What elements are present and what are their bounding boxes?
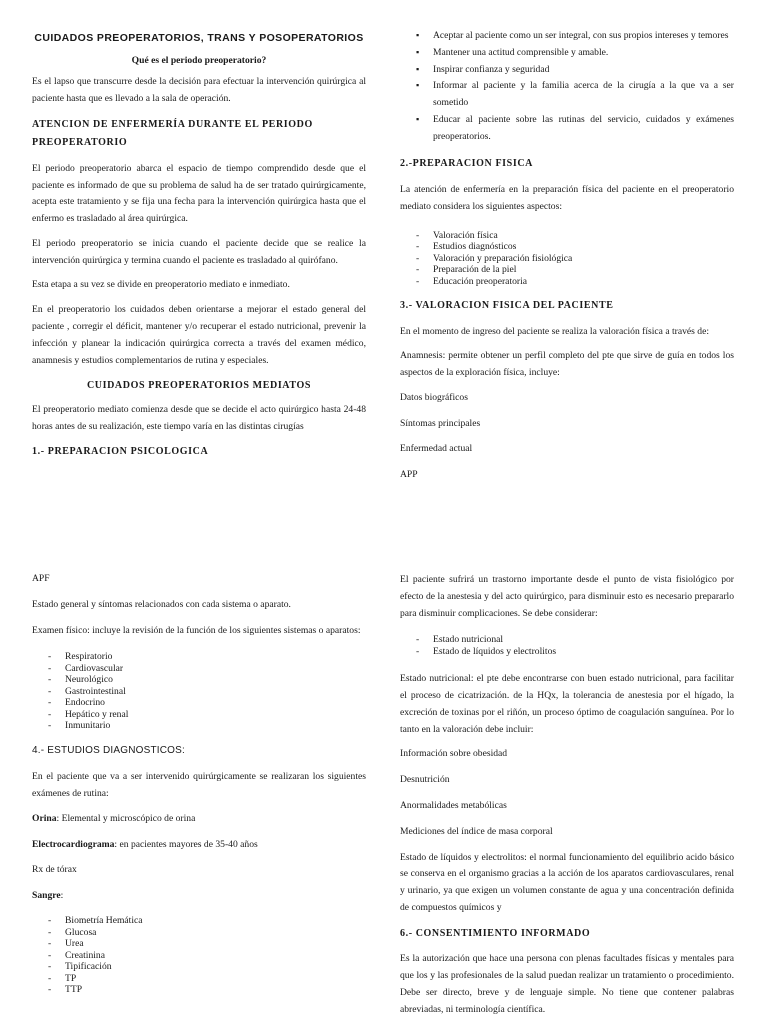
paragraph-anamnesis: Anamnesis: permite obtener un perfil completo del pte que sirve de guía en todos los aspectos de la exploración física, incluye: xyxy=(400,350,734,379)
paragraph-autorizacion: Es la autorización que hace una persona con plenas facultades físicas y mentales para que los y las profesionales de la salud puedan realizar un tratamiento o procedimiento. Debe ser directo, breve y de lenguaje simple. No tiene que contener palabras abreviadas, ni terminología científica. xyxy=(400,953,734,1015)
list-item: - Tipificación xyxy=(32,961,366,973)
list-item: ▪ Educar al paciente sobre las rutinas del servicio, cuidados y exámenes preoperatorios. xyxy=(400,112,734,146)
list-item: - Respiratorio xyxy=(32,651,366,663)
paragraph-fisica: La atención de enfermería en la preparación física del paciente en el preoperatorio mediato considera los siguientes aspectos: xyxy=(400,183,734,212)
orina-label: Orina xyxy=(32,812,57,824)
sistemas-list xyxy=(32,651,366,732)
sangre-label: Sangre xyxy=(32,890,61,902)
heading-consentimiento: 6.- CONSENTIMIENTO INFORMADO xyxy=(400,927,591,939)
heading-atencion: ATENCION DE ENFERMERÍA DURANTE EL PERIODO PREOPERATORIO xyxy=(32,118,313,149)
list-item: - Cardiovascular xyxy=(32,663,366,675)
list-item: ▪ Aceptar al paciente como un ser integral, con sus propios intereses y temores xyxy=(400,28,734,45)
list-item: ▪ Informar al paciente y la familia acerca de la cirugía a la que va a ser sometido xyxy=(400,78,734,112)
list-item: - Gastrointestinal xyxy=(32,686,366,698)
item-electro xyxy=(32,837,366,854)
sangre-list xyxy=(32,915,366,996)
definition-paragraph: Es el lapso que transcurre desde la decisión para efectuar la intervención quirúrgica al paciente hasta que es llevado a la sala de operación. xyxy=(32,76,366,104)
item-sintomas: Síntomas principales xyxy=(400,417,481,429)
heading-estudios: 4.- ESTUDIOS DIAGNOSTICOS: xyxy=(32,744,185,756)
document-title: CUIDADOS PREOPERATORIOS, TRANS Y POSOPERATORIOS xyxy=(34,32,364,44)
heading-mediatos: CUIDADOS PREOPERATORIOS MEDIATOS xyxy=(86,380,312,392)
list-item: - Hepático y renal xyxy=(32,709,366,721)
paragraph-examen: Examen físico: incluye la revisión de la función de los siguientes sistemas o aparatos: xyxy=(32,624,361,636)
paragraph-etapa: Esta etapa a su vez se divide en preoperatorio mediato e inmediato. xyxy=(32,279,290,291)
orina-text: : Elemental y microscópico de orina xyxy=(56,812,196,824)
item-apf: APF xyxy=(32,573,50,584)
list-item: ▪ Mantener una actitud comprensible y amable. xyxy=(400,45,734,62)
item-rx: Rx de tórax xyxy=(32,864,77,876)
item-orina xyxy=(32,811,366,828)
paragraph-trastorno: El paciente sufrirá un trastorno importante desde el punto de vista fisiológico por efecto de la anestesia y del acto quirúrgico, para disminuir esto es necesario prepararlo para disminuir complicaciones. Se debe considerar: xyxy=(400,574,734,619)
list-item: - Biometría Hemática xyxy=(32,915,366,927)
paragraph-estado-general: Estado general y síntomas relacionados con cada sistema o aparato. xyxy=(32,598,291,610)
list-item: - Endocrino xyxy=(32,697,366,709)
item-enfermedad: Enfermedad actual xyxy=(400,443,473,455)
list-item: - TTP xyxy=(32,984,366,996)
heading-psicologica: 1.- PREPARACION PSICOLOGICA xyxy=(32,446,209,458)
psicologica-list xyxy=(400,28,734,145)
list-item: - Urea xyxy=(32,938,366,950)
list-item: - Neurológico xyxy=(32,674,366,686)
list-item: - Educación preoperatoria xyxy=(400,276,734,288)
heading-fisica: 2.-PREPARACION FISICA xyxy=(400,158,533,170)
page1-right-column xyxy=(400,28,734,492)
list-item: - Glucosa xyxy=(32,927,366,939)
list-item: - TP xyxy=(32,973,366,985)
page2-right-column xyxy=(400,572,734,1026)
list-item: - Estado nutricional xyxy=(400,634,734,646)
paragraph-nutricional: Estado nutricional: el pte debe encontrarse con buen estado nutricional, para facilitar el proceso de cicatrización. de la HQx, la tolerancia de anestesia por el hígado, la excreción de toxinas por el riñón, un proceso óptimo de coagulación sanguínea. Por lo tanto en la valoración debe incluir: xyxy=(400,673,734,735)
item-sangre xyxy=(32,888,366,905)
item-obesidad: Información sobre obesidad xyxy=(400,748,508,760)
list-item: - Estado de líquidos y electrolitos xyxy=(400,646,734,658)
electro-text: : en pacientes mayores de 35-40 años xyxy=(114,838,258,850)
paragraph-inicio: El periodo preoperatorio se inicia cuando el paciente decide que se realice la intervención quirúrgica y termina cuando el paciente es trasladado al quirófano. xyxy=(32,237,366,266)
list-item: - Creatinina xyxy=(32,950,366,962)
paragraph-mediato: El preoperatorio mediato comienza desde que se decide el acto quirúrgico hasta 24-48 horas antes de su realización, este tiempo varía en las distintas cirugías xyxy=(32,403,366,432)
aspectos-list xyxy=(400,230,734,288)
item-desnutricion: Desnutrición xyxy=(400,774,450,786)
paragraph-cuidados: En el preoperatorio los cuidados deben orientarse a mejorar el estado general del paciente , corregir el déficit, mantener y/o recuperar el estado nutricional, prevenir la infección y planear la indicación quirúrgica correcta a través del examen médico, anamnesis y estudios complementarios de rutina y especiales. xyxy=(32,304,366,366)
page1-left-column xyxy=(32,29,366,470)
question-heading: Qué es el periodo preoperatorio? xyxy=(131,55,267,67)
electro-label: Electrocardiograma xyxy=(32,838,115,850)
list-item: - Estudios diagnósticos xyxy=(400,241,734,253)
item-datos: Datos biográficos xyxy=(400,391,468,403)
paragraph-liquidos: Estado de líquidos y electrolitos: el normal funcionamiento del equilibrio acido básico se conserva en el organismo gracias a la acción de los aparatos cardiovasculares, renal y urinario, ya que exigen un volumen constante de agua y una concentración definida de compuestos químicos y xyxy=(400,851,734,913)
item-anormalidades: Anormalidades metabólicas xyxy=(400,800,507,812)
item-imc: Mediciones del índice de masa corporal xyxy=(400,825,553,837)
considerar-list xyxy=(400,634,734,657)
item-app: APP xyxy=(400,469,418,481)
sangre-text: : xyxy=(60,890,64,902)
list-item: - Preparación de la piel xyxy=(400,264,734,276)
list-item: - Valoración física xyxy=(400,230,734,242)
list-item: ▪ Inspirar confianza y seguridad xyxy=(400,62,734,79)
page2-left-column xyxy=(32,571,366,1006)
paragraph-ingreso: En el momento de ingreso del paciente se realiza la valoración física a través de: xyxy=(400,325,709,337)
heading-valoracion: 3.- VALORACION FISICA DEL PACIENTE xyxy=(400,300,614,312)
paragraph-examenes: En el paciente que va a ser intervenido quirúrgicamente se realizaran los siguientes exámenes de rutina: xyxy=(32,771,366,800)
list-item: - Valoración y preparación fisiológica xyxy=(400,253,734,265)
list-item: - Inmunitario xyxy=(32,720,366,732)
paragraph-periodo: El periodo preoperatorio abarca el espacio de tiempo comprendido desde que el paciente es informado de que su problema de salud ha de ser tratado quirúrgicamente, acepta este tratamiento y se fija una fecha para la intervención quirúrgica hasta que el enfermo es trasladado al área quirúrgica. xyxy=(32,162,366,225)
